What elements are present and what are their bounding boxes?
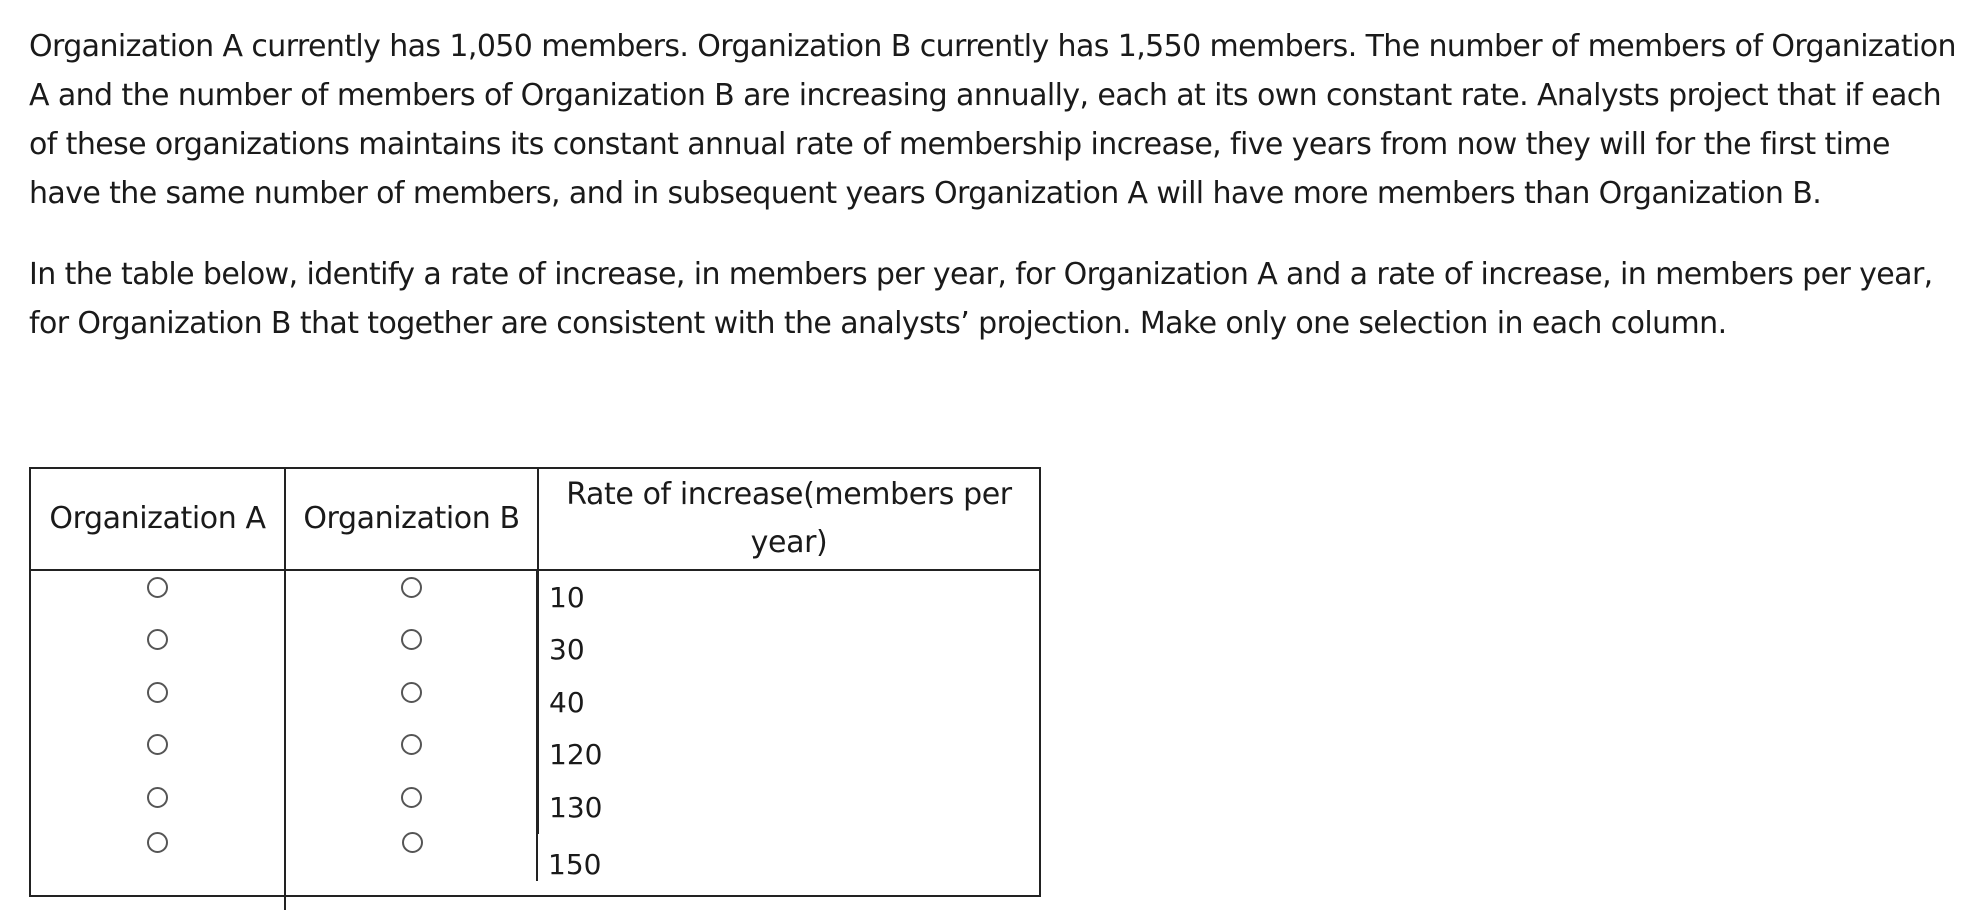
rate-value: 130 bbox=[538, 781, 1039, 834]
table-row bbox=[31, 834, 1039, 910]
radio-organization-a-row-2[interactable] bbox=[147, 629, 168, 650]
table-row bbox=[31, 570, 1039, 624]
radio-organization-b-row-5[interactable] bbox=[401, 787, 422, 808]
radio-organization-b-row-6[interactable] bbox=[402, 832, 423, 853]
question-paragraph-2: In the table below, identify a rate of increase, in members per year, for Organization A and a rate of increase, in members per year, for Organization B that together are consistent with the analysts’ projection. Make only one selection in each column. bbox=[29, 257, 1933, 341]
table-row bbox=[31, 729, 1039, 782]
radio-organization-b-row-4[interactable] bbox=[401, 734, 422, 755]
rate-value: 30 bbox=[538, 624, 1039, 677]
rate-value: 40 bbox=[538, 676, 1039, 729]
radio-organization-b-row-3[interactable] bbox=[401, 682, 422, 703]
question-stem bbox=[29, 22, 1959, 348]
radio-organization-a-row-1[interactable] bbox=[147, 577, 168, 598]
header-organization-a: Organization A bbox=[31, 469, 285, 570]
rate-value: 10 bbox=[538, 570, 1039, 624]
header-rate-of-increase: Rate of increase(members per year) bbox=[538, 469, 1039, 570]
answer-table bbox=[29, 467, 1041, 897]
rate-value: 150 bbox=[548, 847, 602, 881]
table-row bbox=[31, 676, 1039, 729]
rate-value: 120 bbox=[538, 729, 1039, 782]
header-organization-b: Organization B bbox=[285, 469, 538, 570]
radio-organization-a-row-6[interactable] bbox=[147, 832, 168, 853]
radio-organization-a-row-5[interactable] bbox=[147, 787, 168, 808]
table-row bbox=[31, 624, 1039, 677]
radio-organization-a-row-3[interactable] bbox=[147, 682, 168, 703]
radio-organization-b-row-1[interactable] bbox=[401, 577, 422, 598]
question-paragraph-1: Organization A currently has 1,050 members. Organization B currently has 1,550 members. The number of members of Organization A and the number of members of Organization B are increasing annually, each at its own constant rate. Analysts project that if each of these organizations maintains its constant annual rate of membership increase, five years from now they will for the first time have the same number of members, and in subsequent years Organization A will have more members than Organization B. bbox=[29, 29, 1956, 211]
radio-organization-b-row-2[interactable] bbox=[401, 629, 422, 650]
table-row bbox=[31, 781, 1039, 834]
column-divider bbox=[536, 569, 538, 881]
radio-organization-a-row-4[interactable] bbox=[147, 734, 168, 755]
